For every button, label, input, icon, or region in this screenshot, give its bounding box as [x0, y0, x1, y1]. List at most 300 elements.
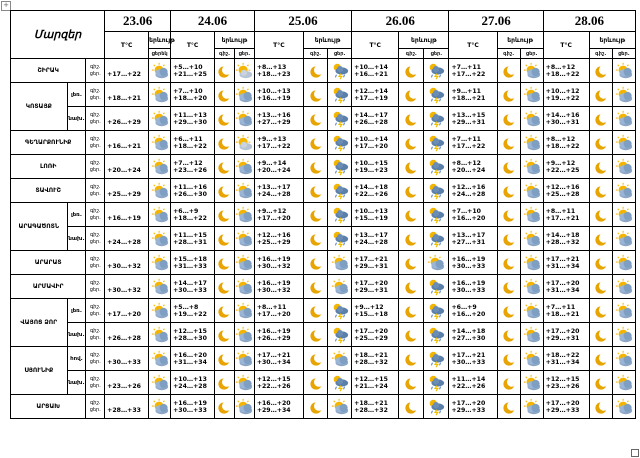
temp-cell — [171, 155, 215, 179]
night-temp: +17…+21 — [545, 255, 580, 263]
night-temp: +9…+12 — [256, 207, 287, 215]
day-temp: +30…+33 — [451, 262, 486, 270]
table-move-handle-icon[interactable]: + — [1, 1, 11, 11]
temp-cell — [449, 59, 497, 83]
weather-icon-cell — [149, 179, 171, 203]
weather-icon-cell — [399, 179, 424, 203]
day-temp: +30…+32 — [256, 262, 291, 270]
weather-icon-cell — [497, 107, 520, 131]
weather-icon-cell — [399, 251, 424, 275]
night-temp — [107, 160, 148, 167]
moon-icon — [403, 109, 419, 128]
night-temp: +12…+15 — [256, 375, 291, 383]
temp-cell — [352, 83, 399, 107]
moon-icon — [501, 229, 517, 248]
moon-icon — [501, 133, 517, 152]
moon-icon — [593, 205, 609, 224]
temp-cell — [449, 347, 497, 371]
moon-icon — [308, 229, 324, 248]
day-night-labels — [86, 323, 105, 347]
sun-cloud-icon — [615, 349, 633, 368]
temp-cell — [449, 251, 497, 275]
day-temp: +30…+33 — [173, 406, 207, 414]
moon-icon — [593, 157, 609, 176]
storm-icon — [331, 301, 349, 320]
day-temp: +28…+32 — [545, 238, 580, 246]
sun-cloud-icon — [331, 397, 349, 416]
weather-icon-cell — [328, 275, 352, 299]
day-temp: +29…+31 — [545, 334, 580, 342]
sun-cloud-icon — [331, 349, 349, 368]
sun-cloud-icon — [151, 229, 169, 248]
weather-icon-cell — [399, 275, 424, 299]
weather-icon-cell — [589, 227, 612, 251]
night-temp: +9…+12 — [354, 303, 384, 311]
weather-icon-cell — [149, 83, 171, 107]
day-label: ցեր. — [89, 118, 101, 125]
sun-cloud-icon — [151, 349, 169, 368]
moon-icon — [216, 325, 232, 344]
moon-icon — [216, 85, 232, 104]
weather-icon-cell — [520, 323, 543, 347]
weather-col-header: երևույթ — [399, 32, 449, 49]
temp-cell — [105, 203, 149, 227]
night-temp: +12…+14 — [354, 87, 388, 95]
temp-cell — [449, 395, 497, 419]
moon-icon — [501, 85, 517, 104]
moon-icon — [593, 109, 609, 128]
weather-icon-cell — [215, 323, 235, 347]
moon-icon — [593, 133, 609, 152]
weather-icon-cell — [234, 83, 254, 107]
day-night-labels — [86, 251, 105, 275]
day-temp: +25…+28 — [545, 190, 580, 198]
sun-cloud-icon — [151, 205, 169, 224]
day-temp: +23…+26 — [107, 382, 141, 390]
temp-cell — [105, 371, 149, 395]
temp-cell — [543, 83, 589, 107]
day-temp: +17…+20 — [354, 142, 388, 150]
storm-icon — [427, 229, 445, 248]
region-name: ԱՐՄԱՎԻՐ — [11, 275, 86, 299]
sun-cloud-icon — [523, 349, 541, 368]
day-temp: +26…+29 — [107, 118, 141, 126]
moon-icon — [501, 253, 517, 272]
night-temp: +10…+14 — [354, 63, 388, 71]
weather-icon-cell — [520, 59, 543, 83]
day-temp: +19…+23 — [354, 166, 388, 174]
temp-cell — [543, 155, 589, 179]
weather-icon-cell — [399, 395, 424, 419]
zone-label: լեռ. — [67, 83, 86, 107]
day-label: ցեր. — [89, 310, 101, 317]
weather-icon-cell — [589, 323, 612, 347]
day-temp: +19…+22 — [545, 94, 580, 102]
temp-cell — [352, 251, 399, 275]
temp-cell — [105, 395, 149, 419]
sun-cloud-icon — [523, 85, 541, 104]
weather-icon-cell — [424, 323, 449, 347]
night-col-header: գիշ. — [589, 49, 612, 59]
weather-icon-cell — [399, 155, 424, 179]
weather-icon-cell — [424, 59, 449, 83]
weather-icon-cell — [399, 203, 424, 227]
night-label: գիշ. — [89, 111, 101, 118]
moon-icon — [403, 373, 419, 392]
date-header: 28.06 — [543, 11, 635, 32]
sun-cloud-icon — [151, 253, 169, 272]
temp-cell — [171, 371, 215, 395]
night-temp: +6…+9 — [173, 207, 199, 215]
sun-cloud-icon — [331, 253, 349, 272]
night-temp: +12…+16 — [451, 183, 486, 191]
day-temp: +20…+24 — [256, 166, 291, 174]
moon-icon — [501, 205, 517, 224]
sun-cloud-icon — [615, 229, 633, 248]
moon-icon — [501, 301, 517, 320]
weather-icon-cell — [328, 299, 352, 323]
storm-icon — [427, 133, 445, 152]
weather-icon-cell — [589, 59, 612, 83]
night-temp: +16…+19 — [256, 279, 291, 287]
weather-icon-cell — [328, 83, 352, 107]
day-temp: +30…+32 — [107, 286, 141, 294]
day-temp: +24…+28 — [107, 238, 141, 246]
table-row — [11, 251, 636, 275]
day-label: ցեր. — [89, 382, 101, 389]
weather-icon-cell — [304, 107, 328, 131]
night-temp: +17…+20 — [354, 279, 388, 287]
table-row — [11, 227, 636, 251]
region-name: ՍՅՈՒՆԻՔ — [11, 347, 68, 395]
weather-icon-cell — [424, 83, 449, 107]
night-label: գիշ. — [89, 327, 101, 334]
moon-icon — [216, 397, 232, 416]
night-temp: +13…+17 — [354, 231, 388, 239]
moon-icon — [403, 325, 419, 344]
storm-icon — [427, 181, 445, 200]
day-temp: +18…+22 — [173, 214, 207, 222]
weather-icon-cell — [304, 323, 328, 347]
weather-icon-cell — [612, 371, 635, 395]
weather-icon-cell — [612, 323, 635, 347]
storm-icon — [331, 157, 349, 176]
weather-icon-cell — [328, 251, 352, 275]
night-label: գիշ. — [89, 63, 101, 70]
weather-icon-cell — [589, 299, 612, 323]
night-temp — [107, 232, 148, 239]
weather-col-header: երևույթ — [149, 32, 171, 49]
day-label: ցեր. — [89, 70, 101, 77]
night-temp: +10…+13 — [256, 87, 291, 95]
sun-cloud-icon — [151, 373, 169, 392]
day-temp: +17…+20 — [107, 310, 141, 318]
storm-icon — [331, 85, 349, 104]
weather-icon-cell — [215, 155, 235, 179]
moon-icon — [501, 277, 517, 296]
moon-icon — [216, 157, 232, 176]
moon-icon — [593, 61, 609, 80]
day-temp: +24…+28 — [256, 190, 291, 198]
weather-icon-cell — [215, 371, 235, 395]
temp-cell — [543, 299, 589, 323]
temp-cell — [105, 131, 149, 155]
night-temp: +12…+15 — [354, 375, 388, 383]
weather-icon-cell — [424, 107, 449, 131]
weather-icon-cell — [399, 107, 424, 131]
night-temp: +17…+21 — [354, 255, 388, 263]
weather-icon-cell — [497, 203, 520, 227]
weather-icon-cell — [612, 227, 635, 251]
day-temp: +18…+22 — [173, 142, 207, 150]
weather-icon-cell — [149, 155, 171, 179]
night-temp: +10…+13 — [354, 207, 388, 215]
night-temp: +16…+19 — [256, 327, 291, 335]
day-temp: +17…+21 — [545, 214, 580, 222]
temp-cell — [171, 179, 215, 203]
night-temp: +15…+18 — [173, 255, 207, 263]
weather-icon-cell — [304, 179, 328, 203]
day-temp: +28…+30 — [173, 334, 207, 342]
weather-icon-cell — [215, 179, 235, 203]
moon-icon — [501, 109, 517, 128]
moon-icon — [308, 301, 324, 320]
weather-icon-cell — [612, 299, 635, 323]
night-temp: +14…+18 — [451, 327, 486, 335]
storm-icon — [427, 349, 445, 368]
weather-icon-cell — [149, 227, 171, 251]
region-name: ՏԱՎՈՒՇ — [11, 179, 86, 203]
day-label: ցեր. — [89, 142, 101, 149]
region-name: ԳԵՂԱՐՔՈՒՆԻՔ — [11, 131, 86, 155]
weather-icon-cell — [304, 275, 328, 299]
night-temp: +12…+16 — [545, 183, 580, 191]
night-temp — [107, 328, 148, 335]
temp-cell — [171, 299, 215, 323]
night-temp: +5…+10 — [173, 63, 203, 71]
night-temp: +10…+14 — [354, 135, 388, 143]
day-night-labels — [86, 155, 105, 179]
weather-icon-cell — [215, 299, 235, 323]
day-temp: +22…+26 — [451, 382, 486, 390]
day-night-labels — [86, 227, 105, 251]
night-temp: +8…+12 — [545, 63, 576, 71]
moon-icon — [216, 349, 232, 368]
moon-icon — [501, 61, 517, 80]
night-label: գիշ. — [89, 255, 101, 262]
day-col-header: ցերեկ — [149, 49, 171, 59]
day-temp: +29…+30 — [173, 118, 207, 126]
sun-cloud-icon — [615, 373, 633, 392]
sun-cloud-icon — [427, 253, 445, 272]
weather-icon-cell — [424, 203, 449, 227]
temp-cell — [543, 203, 589, 227]
weather-icon-cell — [234, 203, 254, 227]
temp-cell — [105, 227, 149, 251]
weather-icon-cell — [399, 83, 424, 107]
night-temp: +12…+15 — [173, 327, 207, 335]
moon-icon — [593, 373, 609, 392]
day-night-labels — [86, 131, 105, 155]
weather-icon-cell — [520, 203, 543, 227]
moon-icon — [593, 325, 609, 344]
weather-icon-cell — [612, 203, 635, 227]
sun-cloud-icon — [523, 61, 541, 80]
weather-icon-cell — [589, 203, 612, 227]
night-temp: +7…+10 — [451, 207, 481, 215]
weather-icon-cell — [497, 83, 520, 107]
weather-icon-cell — [328, 395, 352, 419]
night-temp: +17…+20 — [545, 279, 580, 287]
temp-cell — [449, 179, 497, 203]
temp-cell — [254, 251, 303, 275]
weather-icon-cell — [234, 299, 254, 323]
night-temp: +10…+12 — [545, 87, 580, 95]
weather-icon-cell — [520, 251, 543, 275]
sun-cloud-icon — [235, 349, 253, 368]
weather-col-header: երևույթ — [304, 32, 352, 49]
weather-icon-cell — [328, 155, 352, 179]
weather-icon-cell — [520, 107, 543, 131]
day-night-labels — [86, 395, 105, 419]
temp-cell — [171, 83, 215, 107]
weather-icon-cell — [234, 227, 254, 251]
temp-cell — [543, 227, 589, 251]
day-temp: +23…+26 — [545, 382, 580, 390]
day-temp: +16…+20 — [451, 214, 486, 222]
day-temp: +18…+22 — [545, 142, 580, 150]
weather-icon-cell — [304, 59, 328, 83]
night-temp: +7…+10 — [173, 87, 203, 95]
day-temp: +18…+21 — [451, 94, 486, 102]
day-temp: +22…+26 — [256, 382, 291, 390]
moon-icon — [501, 373, 517, 392]
sun-cloud-icon — [235, 397, 253, 416]
temp-cell — [254, 179, 303, 203]
weather-icon-cell — [497, 251, 520, 275]
weather-icon-cell — [497, 227, 520, 251]
temp-cell — [171, 59, 215, 83]
day-col-header: ցեր. — [328, 49, 352, 59]
sun-cloud-icon — [523, 157, 541, 176]
day-temp: +15…+18 — [354, 310, 388, 318]
storm-icon — [331, 229, 349, 248]
moon-icon — [593, 181, 609, 200]
weather-icon-cell — [328, 107, 352, 131]
temp-cell — [171, 251, 215, 275]
weather-icon-cell — [497, 275, 520, 299]
region-name: ՇԻՐԱԿ — [11, 59, 86, 83]
temp-cell — [449, 323, 497, 347]
moon-icon — [501, 157, 517, 176]
night-temp: +7…+11 — [545, 303, 576, 311]
moon-icon — [403, 61, 419, 80]
table-row — [11, 323, 636, 347]
temp-cell — [352, 323, 399, 347]
day-temp: +17…+20 — [256, 214, 291, 222]
temp-cell — [543, 59, 589, 83]
night-temp: +8…+11 — [256, 303, 287, 311]
weather-icon-cell — [215, 275, 235, 299]
day-temp: +24…+28 — [354, 238, 388, 246]
weather-icon-cell — [497, 395, 520, 419]
weather-icon-cell — [497, 131, 520, 155]
night-temp: +17…+20 — [545, 399, 580, 407]
moon-icon — [501, 325, 517, 344]
temp-cell — [105, 155, 149, 179]
weather-icon-cell — [612, 251, 635, 275]
moon-icon — [308, 277, 324, 296]
day-temp: +22…+26 — [354, 190, 388, 198]
weather-icon-cell — [399, 371, 424, 395]
temp-cell — [254, 227, 303, 251]
moon-icon — [216, 109, 232, 128]
night-temp: +6…+9 — [451, 303, 477, 311]
day-temp: +22…+25 — [545, 166, 580, 174]
day-temp: +16…+20 — [451, 310, 486, 318]
temp-cell — [171, 107, 215, 131]
night-temp: +5…+8 — [173, 303, 199, 311]
moon-icon — [308, 205, 324, 224]
table-resize-handle-icon[interactable] — [631, 449, 639, 457]
night-temp: +11…+14 — [451, 375, 486, 383]
temp-cell — [105, 179, 149, 203]
moon-icon — [593, 85, 609, 104]
temp-cell — [449, 227, 497, 251]
zone-label: նախ. — [67, 371, 86, 395]
moon-icon — [403, 301, 419, 320]
temp-cell — [105, 107, 149, 131]
day-temp: +17…+20 — [256, 310, 291, 318]
weather-icon-cell — [520, 227, 543, 251]
moon-icon — [308, 157, 324, 176]
temp-cell — [254, 131, 303, 155]
day-temp: +18…+22 — [545, 70, 580, 78]
night-label: գիշ. — [89, 351, 101, 358]
temp-cell — [171, 347, 215, 371]
table-row — [11, 155, 636, 179]
temp-cell — [105, 347, 149, 371]
night-temp: +16…+19 — [451, 255, 486, 263]
weather-icon-cell — [399, 227, 424, 251]
day-temp: +25…+29 — [107, 190, 141, 198]
temp-cell — [352, 155, 399, 179]
moon-icon — [403, 229, 419, 248]
storm-icon — [427, 397, 445, 416]
day-temp: +19…+22 — [173, 310, 207, 318]
night-label: գիշ. — [89, 231, 101, 238]
sun-cloud-icon — [615, 61, 633, 80]
weather-icon-cell — [612, 131, 635, 155]
temp-cell — [254, 395, 303, 419]
night-label: գիշ. — [89, 207, 101, 214]
temp-cell — [105, 251, 149, 275]
weather-icon-cell — [234, 251, 254, 275]
night-temp: +14…+16 — [545, 111, 580, 119]
day-temp: +30…+33 — [451, 358, 486, 366]
temp-cell — [449, 203, 497, 227]
temp-col-header: T°C — [105, 32, 149, 59]
day-label: ցեր. — [89, 190, 101, 197]
temp-cell — [449, 299, 497, 323]
weather-icon-cell — [234, 179, 254, 203]
moon-icon — [403, 349, 419, 368]
weather-icon-cell — [612, 179, 635, 203]
weather-icon-cell — [149, 203, 171, 227]
weather-icon-cell — [520, 395, 543, 419]
day-temp: +26…+28 — [107, 334, 141, 342]
day-col-header: ցեր. — [520, 49, 543, 59]
